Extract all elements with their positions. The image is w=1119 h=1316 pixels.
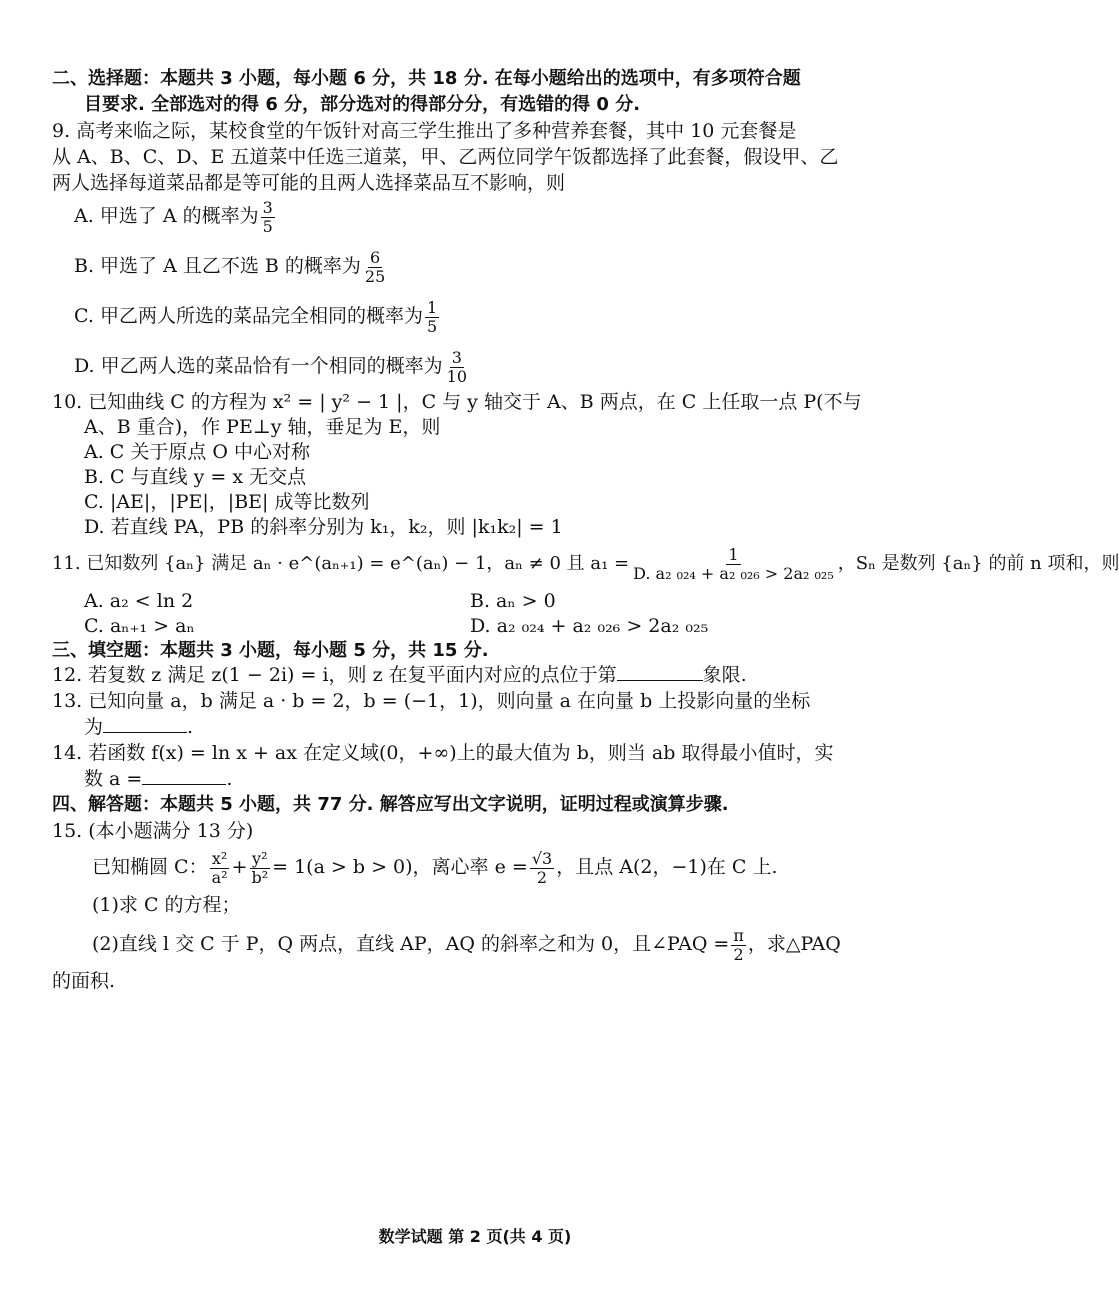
- question-9-line2: 从 A、B、C、D、E 五道菜中任选三道菜，甲、乙两位同学午饭都选择了此套餐，假设甲、乙: [52, 146, 839, 168]
- answer-blank[interactable]: [142, 766, 226, 785]
- question-9-option-d: D. 甲乙两人选的菜品恰有一个相同的概率为 $\frac{3}{10}$: [74, 347, 467, 386]
- section-3-heading: 三、填空题：本题共 3 小题，每小题 5 分，共 15 分.: [52, 640, 489, 661]
- question-9-option-a: A. 甲选了 A 的概率为 $\frac{3}{5}$: [74, 197, 273, 236]
- fraction: $\frac{3}{10}$: [446, 347, 467, 386]
- question-10-option-d: D. 若直线 PA，PB 的斜率分别为 k₁，k₂，则 |k₁k₂| = 1: [84, 516, 563, 538]
- question-10-option-c: C. |AE|，|PE|，|BE| 成等比数列: [84, 491, 370, 513]
- question-13-line1: 13. 已知向量 a，b 满足 a · b = 2，b = (−1，1)，则向量 a 在向量 b 上投影向量的坐标: [52, 690, 811, 712]
- question-11-option-d: D. a₂ ₀₂₄ + a₂ ₀₂₆ > 2a₂ ₀₂₅: [470, 615, 709, 637]
- question-10-option-a: A. C 关于原点 O 中心对称: [84, 441, 311, 463]
- question-15-paragraph1: 已知椭圆 C： $\frac{\text{x²}}{\text{a²}}$ + $\frac{\text{y²}}{\text{b²}}$ = 1(a > b > 0)，离心率 e = $\frac{√3}{2}$ ，且点 A(2，−1)在 C 上.: [92, 848, 778, 887]
- question-11-line1: 11. 已知数列 {aₙ} 满足 aₙ · e^(aₙ₊₁) = e^(aₙ) − 1，aₙ ≠ 0 且 a₁ = $\frac{1}{\text{D. a₂ ₀₂₄ + a₂ ₀₂₆ > 2a₂ ₀₂₅}}$ ，Sₙ 是数列 {aₙ} 的前 n 项和，则: [52, 544, 1119, 583]
- question-15-title: 15. (本小题满分 13 分): [52, 820, 254, 842]
- question-9-option-c: C. 甲乙两人所选的菜品完全相同的概率为 $\frac{1}{5}$: [74, 297, 438, 336]
- fraction: $\frac{1}{\text{D. a₂ ₀₂₄ + a₂ ₀₂₆ > 2a₂ ₀₂₅}}$: [633, 544, 834, 583]
- fraction: $\frac{\text{x²}}{\text{a²}}$: [211, 848, 228, 887]
- question-15-part2-line1: (2)直线 l 交 C 于 P，Q 两点，直线 AP，AQ 的斜率之和为 0，且∠PAQ = $\frac{\pi}{2}$ ，求△PAQ: [92, 925, 841, 964]
- question-9-option-b: B. 甲选了 A 且乙不选 B 的概率为 $\frac{6}{25}$: [74, 247, 386, 286]
- question-14-line2: 数 a = .: [84, 768, 233, 790]
- question-9-line1: 9. 高考来临之际，某校食堂的午饭针对高三学生推出了多种营养套餐，其中 10 元套餐是: [52, 120, 797, 142]
- answer-blank[interactable]: [617, 662, 703, 681]
- question-11-option-a: A. a₂ < ln 2: [84, 590, 194, 612]
- question-11-option-b: B. aₙ > 0: [470, 590, 556, 612]
- section-2-heading-line2: 目要求. 全部选对的得 6 分，部分选对的得部分分，有选错的得 0 分.: [84, 94, 641, 115]
- question-10-line1: 10. 已知曲线 C 的方程为 x² = | y² − 1 |，C 与 y 轴交于 A、B 两点，在 C 上任取一点 P(不与: [52, 391, 862, 413]
- question-10-line2: A、B 重合)，作 PE⊥y 轴，垂足为 E，则: [84, 416, 441, 438]
- page-footer: 数学试题 第 2 页(共 4 页): [378, 1227, 572, 1246]
- fraction: $\frac{3}{5}$: [262, 197, 273, 236]
- question-9-line3: 两人选择每道菜品都是等可能的且两人选择菜品互不影响，则: [52, 172, 566, 194]
- fraction: $\frac{\pi}{2}$: [733, 925, 744, 964]
- question-14-line1: 14. 若函数 f(x) = ln x + ax 在定义域(0，+∞)上的最大值为 b，则当 ab 取得最小值时，实: [52, 742, 834, 764]
- question-15-part2-line2: 的面积.: [52, 970, 116, 992]
- question-13-line2: 为 .: [84, 716, 194, 738]
- fraction: $\frac{\text{y²}}{\text{b²}}$: [251, 848, 269, 887]
- fraction: $\frac{1}{5}$: [426, 297, 438, 336]
- fraction: $\frac{6}{25}$: [364, 247, 386, 286]
- section-4-heading: 四、解答题：本题共 5 小题，共 77 分. 解答应写出文字说明，证明过程或演算步骤.: [52, 794, 729, 815]
- question-12: 12. 若复数 z 满足 z(1 − 2i) = i，则 z 在复平面内对应的点位于第 象限.: [52, 664, 747, 686]
- question-10-option-b: B. C 与直线 y = x 无交点: [84, 466, 307, 488]
- question-15-part1: (1)求 C 的方程；: [92, 894, 241, 916]
- fraction: $\frac{√3}{2}$: [531, 848, 553, 887]
- section-2-heading-line1: 二、选择题：本题共 3 小题，每小题 6 分，共 18 分. 在每小题给出的选项中，有多项符合题: [52, 68, 801, 89]
- question-11-option-c: C. aₙ₊₁ > aₙ: [84, 615, 195, 637]
- answer-blank[interactable]: [103, 714, 187, 733]
